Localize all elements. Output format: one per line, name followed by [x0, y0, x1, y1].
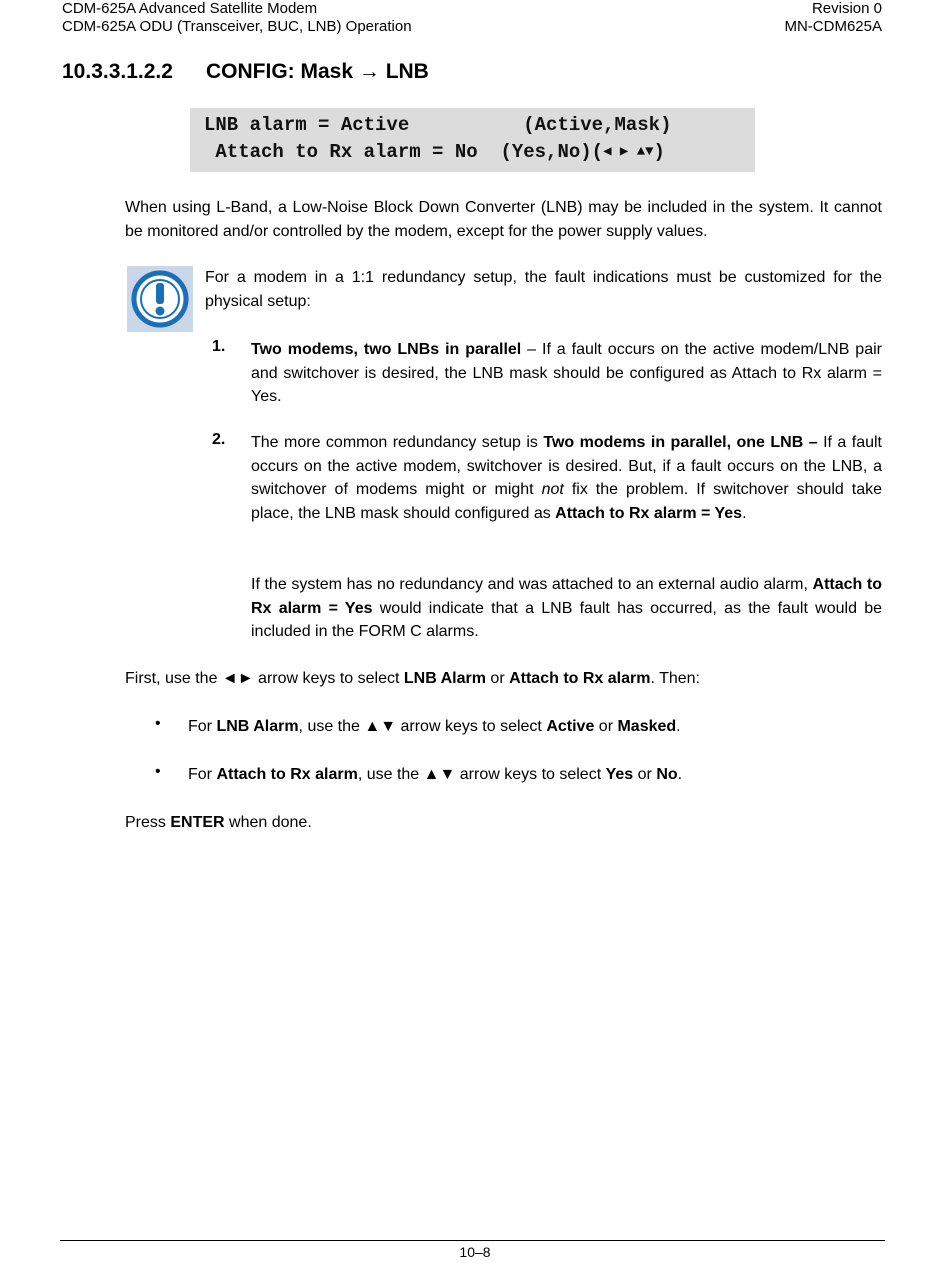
header-document-title: CDM-625A Advanced Satellite Modem: [62, 0, 318, 17]
paragraph-2-rest: would indicate that a LNB fault has occurred, as the fault would be included in the FORM C alarms.: [251, 599, 883, 640]
bullet-1-end: .: [676, 718, 681, 735]
instruction-first-or: or: [485, 670, 510, 687]
bullet-2-or: or: [633, 766, 657, 783]
instruction-first-pre: First, use the ◄► arrow keys to select: [125, 670, 404, 687]
bullet-1-b2: Active: [546, 718, 595, 735]
note-text: For a modem in a 1:1 redundancy setup, the fault indications must be customized for the physical setup:: [205, 269, 882, 310]
bullet-2-pre: For: [188, 766, 217, 783]
lcd-line-2-text: Attach to Rx alarm = No (Yes,No)(: [204, 141, 604, 163]
press-pre: Press: [125, 814, 171, 831]
instruction-first-end: . Then:: [650, 670, 700, 687]
intro-paragraph: When using L-Band, a Low-Noise Block Down Converter (LNB) may be included in the system. It cannot be monitored and/or controlled by the modem, except for the power supply values.: [125, 199, 882, 240]
bullet-1-mid: , use the ▲▼ arrow keys to select: [298, 718, 547, 735]
page-header-right: [784, 0, 882, 36]
instruction-first: [125, 667, 882, 691]
page-number: 10–8: [459, 1244, 491, 1260]
header-manual-number: MN-CDM625A: [784, 18, 882, 35]
list-item-2-italic: not: [541, 481, 564, 498]
footer-divider: [60, 1240, 885, 1241]
arrow-keys-icon: ◀ ▶ ▲▼: [603, 144, 654, 160]
lcd-line-2-close: ): [653, 141, 665, 163]
instruction-press-enter: [125, 811, 882, 835]
lcd-display: [190, 108, 755, 172]
list-item-1: [251, 338, 882, 409]
page-header-left: [62, 0, 412, 36]
list-item-2-mid: If a fault occurs on the active modem, switchover is desired. But, if a fault occurs on the LNB, a switchover of modems might or might: [251, 434, 883, 498]
header-chapter-title: CDM-625A ODU (Transceiver, BUC, LNB) Operation: [62, 18, 412, 35]
bullet-2-b2: Yes: [605, 766, 634, 783]
section-number: 10.3.3.1.2.2: [62, 60, 173, 83]
list-item-2-bold: Two modems in parallel, one LNB –: [543, 434, 818, 451]
bullet-2-end: .: [677, 766, 683, 783]
bullet-2-b1: Attach to Rx alarm: [216, 766, 358, 783]
header-revision: Revision 0: [811, 0, 882, 17]
bullet-1-b3: Masked: [617, 718, 677, 735]
press-end: when done.: [224, 814, 312, 831]
list-item-2-bold2: Attach to Rx alarm = Yes: [555, 504, 743, 522]
bullet-1-b1: LNB Alarm: [216, 718, 299, 735]
list-item-2-end: .: [742, 504, 747, 522]
important-note-icon: [127, 266, 193, 332]
bullet-2-mid: , use the ▲▼ arrow keys to select: [357, 766, 606, 783]
lcd-line-1: LNB alarm = Active (Active,Mask): [204, 114, 672, 136]
list-item-2-paragraph-2: [251, 573, 882, 644]
list-item-1-text: – If a fault occurs on the active modem/LNB pair and switchover is desired, the LNB mask should be configured as Attach to Rx alarm = Yes.: [251, 341, 882, 405]
bullet-icon: •: [155, 763, 161, 780]
bullet-icon: •: [155, 715, 161, 732]
bullet-1-pre: For: [188, 718, 217, 735]
press-enter-key: ENTER: [170, 814, 225, 831]
list-item-2-pre: The more common redundancy setup is: [251, 434, 544, 451]
instruction-first-attach: Attach to Rx alarm: [509, 670, 651, 687]
list-item-2: [251, 431, 882, 525]
list-item-1-bold: Two modems, two LNBs in parallel: [251, 341, 522, 358]
bullet-2-b3: No: [656, 766, 678, 783]
bullet-item-2: [188, 763, 882, 787]
bullet-item-1: [188, 715, 882, 739]
paragraph-2-pre: If the system has no redundancy and was attached to an external audio alarm,: [251, 576, 813, 593]
section-heading: [62, 60, 429, 84]
instruction-first-lnb-alarm: LNB Alarm: [403, 670, 486, 687]
lcd-line-2: [204, 141, 665, 163]
list-item-number-1: 1.: [212, 338, 226, 355]
list-item-2-mid2: fix the problem. If switchover should take place, the LNB mask should configured as: [251, 481, 883, 522]
paragraph-2-bold: Attach to Rx alarm = Yes: [251, 576, 883, 617]
bullet-1-or: or: [594, 718, 618, 735]
section-title: CONFIG: Mask → LNB: [206, 60, 429, 83]
list-item-number-2: 2.: [212, 431, 226, 448]
